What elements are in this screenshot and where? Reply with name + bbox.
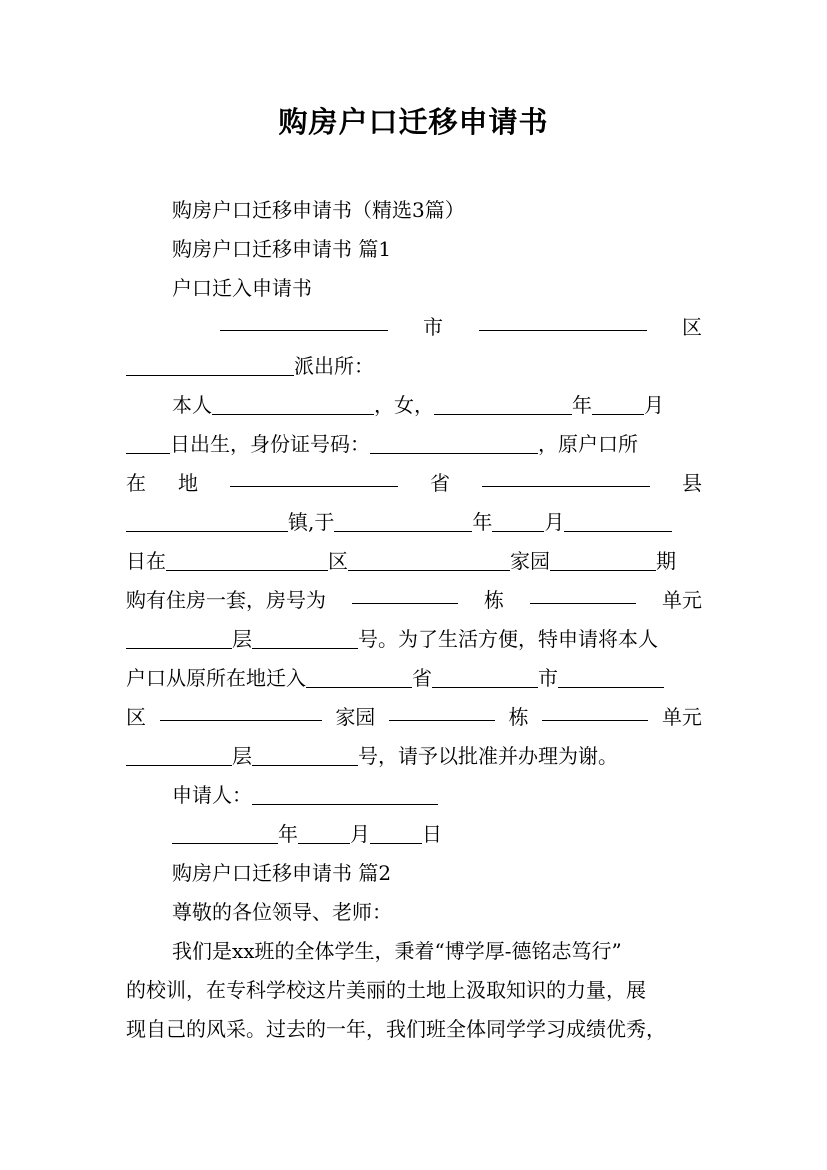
paragraph-section-1: 购房户口迁移申请书 篇1 bbox=[172, 237, 392, 261]
label-police-station: 派出所： bbox=[294, 354, 374, 378]
blank-building bbox=[352, 581, 458, 604]
label-city: 市 bbox=[423, 315, 443, 339]
line-police-station bbox=[126, 347, 702, 386]
label-district: 区 bbox=[682, 315, 702, 339]
line-estate bbox=[126, 542, 702, 581]
blank-dest-estate bbox=[160, 698, 322, 721]
label-dest-unit: 单元 bbox=[661, 705, 702, 729]
blank-estate-district bbox=[166, 548, 328, 571]
blank-birth-year bbox=[434, 392, 572, 415]
blank-dest-unit bbox=[542, 698, 648, 721]
blank-applicant bbox=[252, 782, 438, 805]
label-sign-year: 年 bbox=[278, 822, 298, 846]
label-province: 省 bbox=[430, 471, 450, 495]
label-dest-province: 省 bbox=[412, 666, 432, 690]
label-zai: 在 bbox=[126, 471, 146, 495]
paragraph-application-heading: 户口迁入申请书 bbox=[172, 276, 312, 300]
blank-sign-month bbox=[298, 821, 350, 844]
line-birth-id bbox=[126, 425, 702, 464]
blank-room bbox=[252, 626, 358, 649]
blank-dest-city bbox=[432, 665, 538, 688]
blank-province bbox=[230, 464, 398, 487]
label-town: 镇,于 bbox=[288, 510, 335, 534]
label-purchase-year: 年 bbox=[472, 510, 493, 534]
blank-id-number bbox=[370, 431, 538, 454]
label-county: 县 bbox=[682, 471, 702, 495]
label-dest-building: 栋 bbox=[508, 705, 529, 729]
blank-sign-year bbox=[172, 821, 278, 844]
document-body bbox=[126, 191, 702, 1049]
blank-estate-name bbox=[348, 548, 510, 571]
label-house-number: 购有住房一套，房号为 bbox=[126, 588, 326, 612]
label-dest-district: 区 bbox=[126, 705, 146, 729]
label-original-residence: ，原户口所 bbox=[538, 432, 638, 456]
paragraph-section-2: 购房户口迁移申请书 篇2 bbox=[172, 861, 392, 885]
label-gender: ，女， bbox=[374, 393, 434, 417]
line-original-location bbox=[126, 464, 702, 503]
blank-dest-floor bbox=[126, 743, 232, 766]
paragraph-body-line-2: 的校训，在专科学校这片美丽的土地上汲取知识的力量，展 bbox=[126, 978, 646, 1002]
label-floor: 层 bbox=[232, 627, 252, 651]
label-purpose: 号。为了生活方便，特申请将本人 bbox=[358, 627, 658, 651]
line-floor-purpose bbox=[126, 620, 702, 659]
label-purchase-month: 月 bbox=[544, 510, 565, 534]
blank-unit bbox=[530, 581, 636, 604]
paragraph-collection-title: 购房户口迁移申请书（精选3篇） bbox=[172, 198, 465, 222]
label-dest-city: 市 bbox=[538, 666, 558, 690]
blank-purchase-month bbox=[492, 509, 544, 532]
blank-dest-province bbox=[306, 665, 412, 688]
blank-dest-building bbox=[389, 698, 495, 721]
blank-police-station bbox=[126, 353, 294, 376]
line-destination-estate bbox=[126, 698, 702, 737]
label-day-at: 日在 bbox=[126, 549, 166, 573]
paragraph-body-line-3: 现自己的风采。过去的一年，我们班全体同学学习成绩优秀， bbox=[126, 1017, 666, 1041]
document-title: 购房户口迁移申请书 bbox=[278, 105, 549, 139]
blank-birth-month bbox=[592, 392, 644, 415]
line-city-district bbox=[126, 308, 702, 347]
blank-dest-district bbox=[558, 665, 664, 688]
line-town-date bbox=[126, 503, 702, 542]
blank-town bbox=[126, 509, 288, 532]
blank-county bbox=[482, 464, 650, 487]
blank-purchase-day bbox=[564, 509, 672, 532]
label-dest-estate: 家园 bbox=[335, 705, 376, 729]
line-applicant-signature bbox=[126, 776, 702, 815]
label-year: 年 bbox=[572, 393, 592, 417]
label-sign-day: 日 bbox=[422, 822, 442, 846]
line-applicant-info bbox=[126, 386, 702, 425]
label-estate: 家园 bbox=[510, 549, 550, 573]
label-birth-id: 日出生，身份证号码： bbox=[170, 432, 370, 456]
blank-phase bbox=[550, 548, 656, 571]
label-applicant: 申请人： bbox=[172, 783, 252, 807]
label-month: 月 bbox=[644, 393, 664, 417]
label-self: 本人 bbox=[172, 393, 212, 417]
paragraph-salutation: 尊敬的各位领导、老师： bbox=[172, 900, 392, 924]
blank-city bbox=[220, 308, 388, 331]
label-unit: 单元 bbox=[662, 588, 702, 612]
label-phase: 期 bbox=[656, 549, 676, 573]
blank-purchase-year bbox=[334, 509, 472, 532]
label-closing: 号，请予以批准并办理为谢。 bbox=[358, 744, 618, 768]
label-dest-floor: 层 bbox=[232, 744, 252, 768]
blank-dest-room bbox=[252, 743, 358, 766]
line-sign-date bbox=[126, 815, 702, 854]
line-destination bbox=[126, 659, 702, 698]
label-building: 栋 bbox=[484, 588, 504, 612]
paragraph-body-line-1: 我们是xx班的全体学生，秉着“博学厚-德铭志笃行” bbox=[172, 939, 622, 963]
label-move-to: 户口从原所在地迁入 bbox=[126, 666, 306, 690]
blank-district bbox=[479, 308, 647, 331]
blank-name bbox=[212, 392, 374, 415]
label-sign-month: 月 bbox=[350, 822, 370, 846]
label-estate-district: 区 bbox=[328, 549, 348, 573]
line-house-number bbox=[126, 581, 702, 620]
blank-floor bbox=[126, 626, 232, 649]
label-di: 地 bbox=[178, 471, 198, 495]
blank-sign-day bbox=[370, 821, 422, 844]
line-closing bbox=[126, 737, 702, 776]
blank-birth-day bbox=[126, 431, 170, 454]
